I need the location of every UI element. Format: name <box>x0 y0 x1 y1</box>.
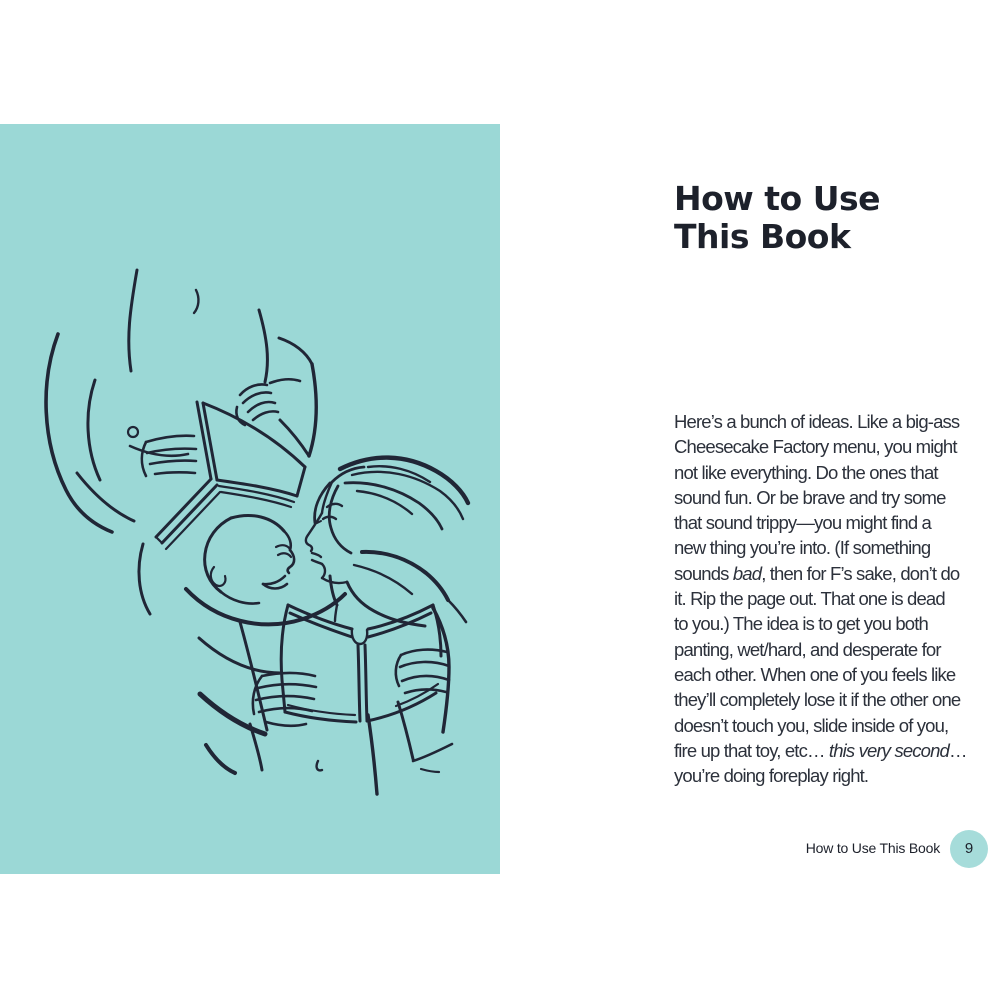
woman-face <box>306 482 347 583</box>
paragraph-line: doesn’t touch you, slide inside of you, <box>674 714 949 736</box>
woman-hair <box>315 458 468 622</box>
body-paragraph <box>674 409 967 788</box>
top-figure-hands <box>142 379 300 476</box>
woman-neck-shoulders <box>330 576 449 732</box>
paragraph-line: Here’s a bunch of ideas. Like a big-ass <box>674 411 960 432</box>
running-footer-chapter-label: How to Use This Book <box>805 840 940 856</box>
paragraph-line: panting, wet/hard, and desperate for <box>674 638 941 660</box>
paragraph-line: that sound trippy—you might find a <box>674 512 931 534</box>
paragraph-line: fire up that toy, etc… this very second… <box>674 739 967 761</box>
page-number-badge: 9 <box>950 830 988 868</box>
paragraph-line: each other. When one of you feels like <box>674 663 956 685</box>
page-title-line-2: This Book <box>674 217 851 256</box>
page-title <box>674 180 880 256</box>
illustration-panel <box>0 124 500 874</box>
lower-body <box>200 622 452 794</box>
page-title-line-1: How to Use <box>674 179 881 218</box>
paragraph-line: they’ll completely lose it if the other one <box>674 689 961 711</box>
paragraph-line: new thing you’re into. (If something <box>674 537 931 559</box>
paragraph-line: you’re doing foreplay right. <box>674 765 869 787</box>
paragraph-line: not like everything. Do the ones that <box>674 461 938 483</box>
top-figure-head <box>186 516 345 673</box>
paragraph-line: it. Rip the page out. That one is dead <box>674 588 945 610</box>
paragraph-line: sounds bad, then for F’s sake, don’t do <box>674 562 960 584</box>
paragraph-line: sound fun. Or be brave and try some <box>674 486 946 508</box>
illustration-two-readers-icon <box>0 124 500 874</box>
paragraph-line: Cheesecake Factory menu, you might <box>674 436 957 458</box>
paragraph-line: to you.) The idea is to get you both <box>674 613 928 635</box>
